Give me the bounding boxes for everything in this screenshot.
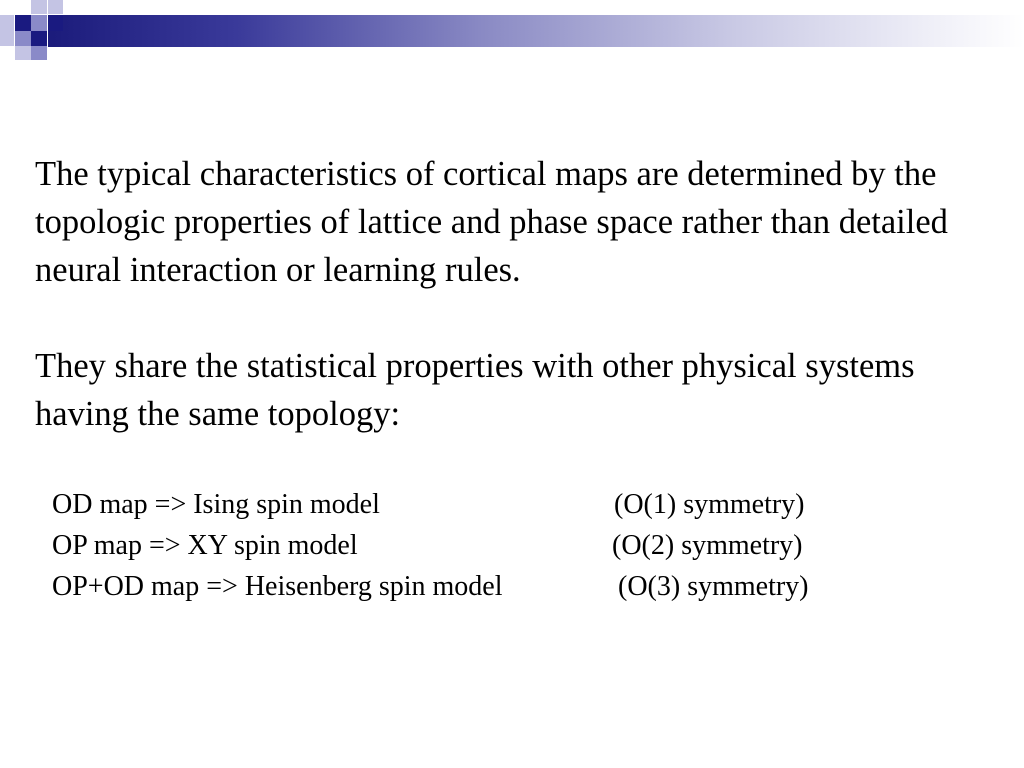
- mapping-symmetry: (O(2) symmetry): [612, 530, 803, 561]
- header-square-light: [48, 0, 63, 14]
- header-square-light: [31, 0, 47, 14]
- mapping-row: [52, 484, 952, 525]
- mapping-symmetry: (O(3) symmetry): [618, 571, 809, 602]
- body-paragraph-characteristics: The typical characteristics of cortical maps are determined by the topologic properties of lattice and phase space rather than detailed neural interaction or learning rules.: [35, 155, 948, 289]
- header-square-mid: [15, 31, 31, 46]
- mapping-map: OP map => XY spin model: [52, 530, 358, 561]
- mapping-row: [52, 525, 952, 566]
- header-square-dark: [15, 15, 31, 31]
- header-square-light: [0, 15, 14, 31]
- mapping-symmetry: (O(1) symmetry): [614, 489, 805, 520]
- mapping-map: OD map => Ising spin model: [52, 489, 380, 520]
- header-square-dark: [31, 31, 47, 46]
- header-gradient-bar: [40, 15, 1024, 47]
- header-square-mid: [31, 15, 47, 31]
- header-square-light: [15, 46, 31, 60]
- header-square-light: [0, 31, 14, 46]
- body-paragraph-statistical-properties: They share the statistical properties with other physical systems having the same topology:: [35, 347, 915, 433]
- mapping-list: [52, 484, 952, 607]
- header-square-mid: [31, 46, 47, 60]
- mapping-row: [52, 566, 952, 607]
- mapping-map: OP+OD map => Heisenberg spin model: [52, 571, 503, 602]
- header-square-dark: [48, 15, 63, 31]
